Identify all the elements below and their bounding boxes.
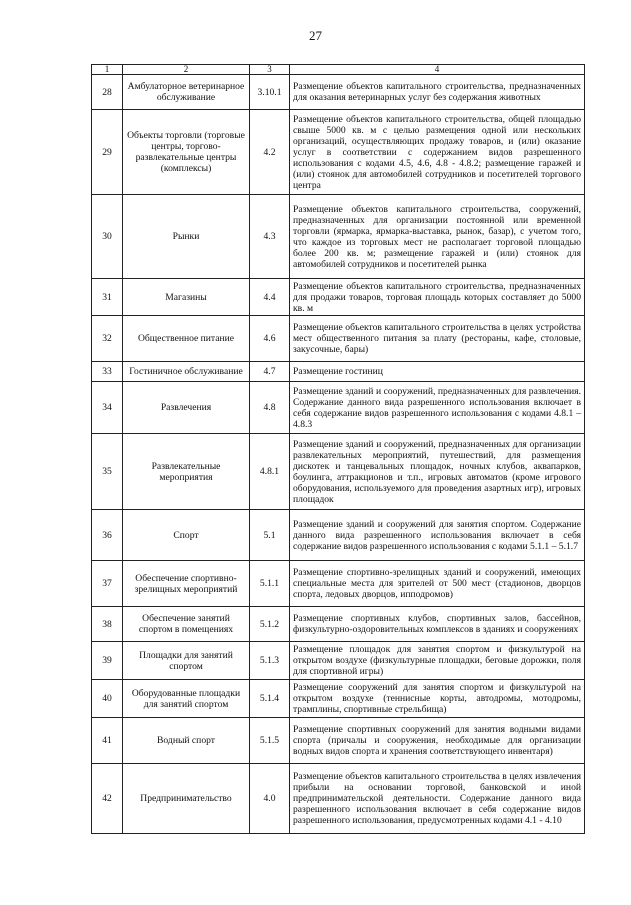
land-use-code: 4.4 (250, 279, 290, 316)
land-use-code: 4.6 (250, 316, 290, 362)
land-use-description: Размещение спортивно-зрелищных зданий и сооружений, имеющих специальные места для зрителей от 500 мест (стадионов, дворцов спорта, ледовых дворцов, ипподромов) (290, 561, 585, 607)
row-number: 34 (92, 382, 123, 434)
land-use-name: Амбулаторное ветеринарное обслуживание (123, 75, 250, 110)
row-number: 39 (92, 642, 123, 680)
row-number: 41 (92, 718, 123, 764)
land-use-name: Площадки для занятий спортом (123, 642, 250, 680)
land-use-description: Размещение объектов капитального строительства, предназначенных для оказания ветеринарных услуг без содержания животных (290, 75, 585, 110)
header-cell: 2 (123, 65, 250, 75)
land-use-name: Магазины (123, 279, 250, 316)
table-row (92, 279, 585, 316)
land-use-code: 4.0 (250, 764, 290, 834)
table-row (92, 510, 585, 561)
land-use-name: Развлекательные мероприятия (123, 434, 250, 510)
land-use-name: Рынки (123, 195, 250, 279)
row-number: 29 (92, 110, 123, 195)
land-use-description: Размещение объектов капитального строительства в целях извлечения прибыли на основании торговой, банковской и иной предпринимательской деятельности. Содержание данного вида разрешенного использования включает в себя содержание видов разрешенного использования, предусмотренных кодами 4.1 - 4.10 (290, 764, 585, 834)
land-use-code: 4.3 (250, 195, 290, 279)
land-use-description: Размещение объектов капитального строительства в целях устройства мест общественного питания за плату (рестораны, кафе, столовые, закусочные, бары) (290, 316, 585, 362)
land-use-code: 3.10.1 (250, 75, 290, 110)
land-use-code: 5.1.3 (250, 642, 290, 680)
table-row (92, 680, 585, 718)
land-use-description: Размещение площадок для занятия спортом и физкультурой на открытом воздухе (физкультурные площадки, беговые дорожки, поля для спортивной игры) (290, 642, 585, 680)
land-use-name: Водный спорт (123, 718, 250, 764)
table-row (92, 434, 585, 510)
land-use-code: 5.1.5 (250, 718, 290, 764)
land-use-name: Обеспечение занятий спортом в помещениях (123, 607, 250, 642)
land-use-code: 5.1 (250, 510, 290, 561)
table-row (92, 561, 585, 607)
row-number: 35 (92, 434, 123, 510)
table-row (92, 316, 585, 362)
land-use-code: 5.1.2 (250, 607, 290, 642)
page-number: 27 (309, 28, 322, 43)
row-number: 40 (92, 680, 123, 718)
land-use-code: 4.8.1 (250, 434, 290, 510)
table-row (92, 382, 585, 434)
table-row (92, 642, 585, 680)
land-use-name: Предпринимательство (123, 764, 250, 834)
land-use-name: Развлечения (123, 382, 250, 434)
table-row (92, 110, 585, 195)
row-number: 37 (92, 561, 123, 607)
land-use-name: Спорт (123, 510, 250, 561)
table-row (92, 362, 585, 382)
row-number: 32 (92, 316, 123, 362)
table-row (92, 195, 585, 279)
row-number: 30 (92, 195, 123, 279)
land-use-description: Размещение объектов капитального строительства, общей площадью свыше 5000 кв. м с целью размещения одной или нескольких организаций, осуществляющих продажу товаров, и (или) оказание услуг в соответствии с содержанием видов разрешенного использования с кодами 4.5, 4.6, 4.8 - 4.8.2; размещение гаражей и (или) стоянок для автомобилей сотрудников и посетителей торгового центра (290, 110, 585, 195)
row-number: 36 (92, 510, 123, 561)
land-use-code: 5.1.4 (250, 680, 290, 718)
land-use-name: Гостиничное обслуживание (123, 362, 250, 382)
table-row (92, 718, 585, 764)
row-number: 33 (92, 362, 123, 382)
land-use-description: Размещение зданий и сооружений, предназначенных для организации развлекательных мероприятий, путешествий, для размещения дискотек и танцевальных площадок, ночных клубов, аквапарков, боулинга, аттракционов и т.п., игровых автоматов (кроме игрового оборудования, используемого для проведения азартных игр), игровых площадок (290, 434, 585, 510)
header-cell: 1 (92, 65, 123, 75)
table-header-row (92, 65, 585, 75)
land-use-name: Оборудованные площадки для занятий спортом (123, 680, 250, 718)
land-use-code: 4.8 (250, 382, 290, 434)
row-number: 38 (92, 607, 123, 642)
table-row (92, 607, 585, 642)
land-use-name: Объекты торговли (торговые центры, торгово-развлекательные центры (комплексы) (123, 110, 250, 195)
land-use-name: Общественное питание (123, 316, 250, 362)
land-use-description: Размещение зданий и сооружений для занятия спортом. Содержание данного вида разрешенного использования включает в себя содержание видов разрешенного использования с кодами 5.1.1 – 5.1.7 (290, 510, 585, 561)
land-use-description: Размещение сооружений для занятия спортом и физкультурой на открытом воздухе (теннисные корты, автодромы, мотодромы, трамплины, спортивные стрельбища) (290, 680, 585, 718)
land-use-description: Размещение гостиниц (290, 362, 585, 382)
land-use-description: Размещение объектов капитального строительства, предназначенных для продажи товаров, торговая площадь которых составляет до 5000 кв. м (290, 279, 585, 316)
row-number: 42 (92, 764, 123, 834)
land-use-code: 4.7 (250, 362, 290, 382)
land-use-description: Размещение спортивных клубов, спортивных залов, бассейнов, физкультурно-оздоровительных комплексов в зданиях и сооружениях (290, 607, 585, 642)
land-use-description: Размещение спортивных сооружений для занятия водными видами спорта (причалы и сооружения, необходимые для организации водных видов спорта и хранения соответствующего инвентаря) (290, 718, 585, 764)
land-use-description: Размещение объектов капитального строительства, сооружений, предназначенных для организации постоянной или временной торговли (ярмарка, ярмарка-выставка, рынок, базар), с учетом того, что каждое из торговых мест не располагает торговой площадью более 200 кв. м; размещение гаражей и (или) стоянок для автомобилей сотрудников и посетителей рынка (290, 195, 585, 279)
land-use-code: 5.1.1 (250, 561, 290, 607)
row-number: 31 (92, 279, 123, 316)
row-number: 28 (92, 75, 123, 110)
header-cell: 4 (290, 65, 585, 75)
land-use-table (91, 64, 585, 834)
header-cell: 3 (250, 65, 290, 75)
table-row (92, 764, 585, 834)
table-row (92, 75, 585, 110)
land-use-description: Размещение зданий и сооружений, предназначенных для развлечения. Содержание данного вида разрешенного использования включает в себя содержание видов разрешенного использования с кодами 4.8.1 – 4.8.3 (290, 382, 585, 434)
land-use-code: 4.2 (250, 110, 290, 195)
land-use-name: Обеспечение спортивно-зрелищных мероприятий (123, 561, 250, 607)
